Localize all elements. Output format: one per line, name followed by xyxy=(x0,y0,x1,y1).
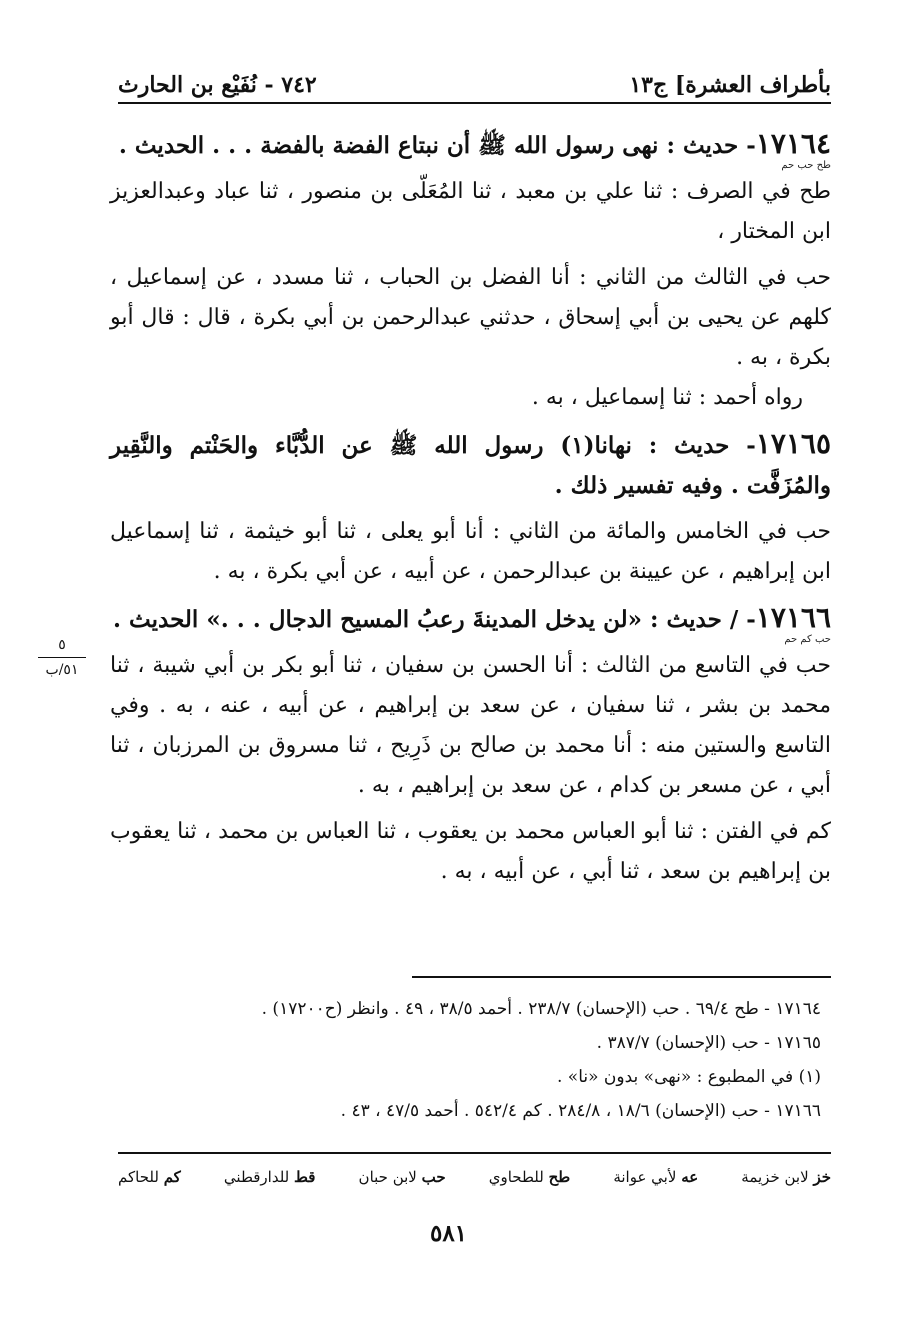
legend-rule xyxy=(118,1152,831,1154)
header-rule xyxy=(118,102,831,104)
legend-item: طح للطحاوي xyxy=(488,1168,571,1186)
source-paragraph: حب في التاسع من الثالث : أنا الحسن بن سفيان ، ثنا أبو بكر بن أبي شيبة ، ثنا محمد بن بشر ، ثنا سفيان ، عن سعد بن إبراهيم ، عن أبيه ، عنه ، به . وفي التاسع والستين منه : أنا محمد بن صالح بن ذَرِيح ، ثنا مسروق بن المرزبان ، ثنا أبي ، عن مسعر بن كدام ، عن سعد بن إبراهيم ، به . xyxy=(110,653,831,798)
legend-item: عه لأبي عوانة xyxy=(613,1168,699,1186)
footnote: ١٧١٦٦ - حب (الإحسان) ١٨/٦ ، ٢٨٤/٨ . كم ٥٤٢/٤ . أحمد ٤٧/٥ ، ٤٣ . xyxy=(340,1101,821,1121)
entry-title xyxy=(110,124,831,166)
sigla-legend xyxy=(118,1162,831,1192)
entry-heading: - / حديث : «لن يدخل المدينةَ رعبُ المسيح الدجال . . .» الحديث . xyxy=(113,606,756,633)
entry-title xyxy=(110,424,831,506)
footnote: ١٧١٦٥ - حب (الإحسان) ٣٨٧/٧ . xyxy=(596,1033,821,1053)
page-number: ٥٨١ xyxy=(429,1220,468,1247)
legend-item: خز لابن خزيمة xyxy=(741,1168,831,1186)
source-paragraph: رواه أحمد : ثنا إسماعيل ، به . xyxy=(531,385,803,410)
hadith-entry xyxy=(110,598,831,892)
footnote-rule xyxy=(412,976,831,978)
margin-note-top: ٥ xyxy=(58,637,66,653)
entry-heading: - حديث : نهى رسول الله ﷺ أن نبتاع الفضة بالفضة . . . الحديث . xyxy=(118,132,756,159)
entry-sigla: طح حب حم xyxy=(781,160,831,171)
source-paragraph: حب في الخامس والمائة من الثاني : أنا أبو يعلى ، ثنا أبو خيثمة ، ثنا إسماعيل ابن إبراهيم ، عن عيينة بن عبدالرحمن ، عن أبيه ، عن أبي بكرة ، به . xyxy=(110,519,831,584)
footnotes xyxy=(110,992,821,1128)
legend-item: كم للحاكم xyxy=(118,1168,181,1186)
entry-heading: - حديث : نهانا(١) رسول الله ﷺ عن الدُّبَّاء والحَنْتم والنَّقِير والمُزَفَّت . وفيه تفسير ذلك . xyxy=(110,432,831,499)
hadith-entry xyxy=(110,124,831,418)
source-paragraph: كم في الفتن : ثنا أبو العباس محمد بن يعقوب ، ثنا العباس بن محمد ، ثنا يعقوب بن إبراهيم بن سعد ، ثنا أبي ، عن أبيه ، به . xyxy=(110,819,831,884)
main-text xyxy=(110,124,831,892)
entry-number: ١٧١٦٤ xyxy=(755,127,831,160)
margin-note-bottom: ٥١/ب xyxy=(45,662,79,678)
footnote: (١) في المطبوع : «نهى» بدون «نا» . xyxy=(557,1067,821,1087)
running-header xyxy=(118,54,831,98)
source-paragraph: طح في الصرف : ثنا علي بن معبد ، ثنا المُعَلّى بن منصور ، ثنا عباد وعبدالعزيز ابن المختار ، xyxy=(110,179,831,244)
hadith-entry xyxy=(110,424,831,592)
margin-note-rule xyxy=(38,657,86,658)
entry-number: ١٧١٦٦ xyxy=(755,601,831,634)
header-section-title: ٧٤٢ - نُفَيْع بن الحارث xyxy=(118,72,317,98)
entry-number: ١٧١٦٥ xyxy=(755,427,831,460)
header-book-title: بأطراف العشرة] ج١٣ xyxy=(629,72,831,98)
footnote: ١٧١٦٤ - طح ٦٩/٤ . حب (الإحسان) ٢٣٨/٧ . أحمد ٣٨/٥ ، ٤٩ . وانظر (ح١٧٢٠٠) . xyxy=(261,999,821,1019)
legend-item: قط للدارقطني xyxy=(223,1168,316,1186)
legend-item: حب لابن حبان xyxy=(358,1168,446,1186)
entry-title xyxy=(110,598,831,640)
source-paragraph: حب في الثالث من الثاني : أنا الفضل بن الحباب ، ثنا مسدد ، عن إسماعيل ، كلهم عن يحيى بن أبي إسحاق ، حدثني عبدالرحمن بن أبي بكرة ، قال : قال أبو بكرة ، به . xyxy=(110,265,831,370)
margin-folio-note xyxy=(34,636,90,679)
entry-sigla: حب كم حم xyxy=(784,634,831,645)
